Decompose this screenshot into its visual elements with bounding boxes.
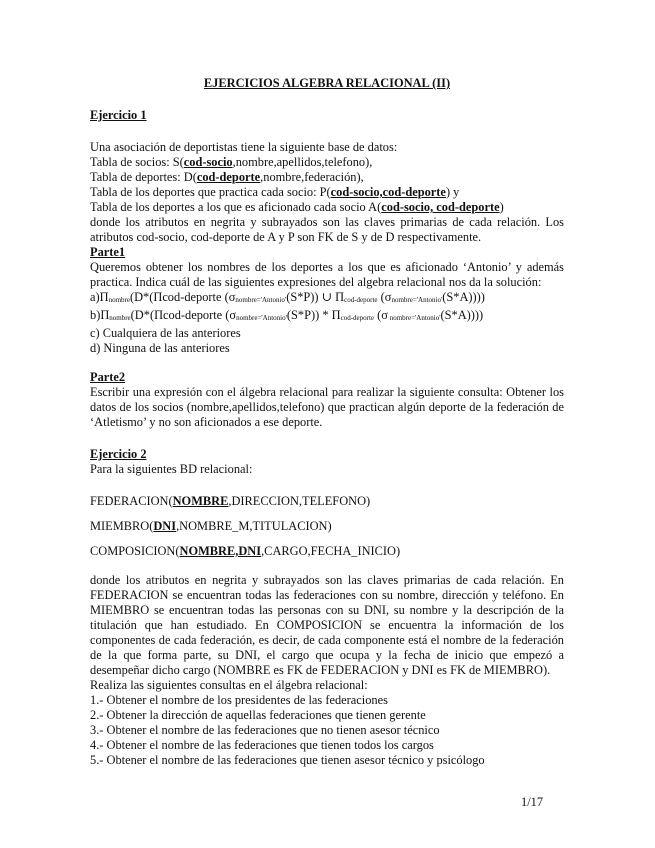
option-a: a)Πnombre(D*(Πcod-deporte (σnombre='Antonio'(S*P)) ∪ Πcod-deporte (σnombre='Antonio'(S*A)))): [90, 290, 485, 304]
relation-federacion: FEDERACION(NOMBRE,DIRECCION,TELEFONO): [90, 494, 371, 508]
page-title: EJERCICIOS ALGEBRA RELACIONAL (II): [203, 76, 451, 90]
document-body: [90, 76, 564, 768]
query-4: 4.- Obtener el nombre de las federaciones que tienen todos los cargos: [90, 738, 434, 752]
query-1: 1.- Obtener el nombre de los presidentes de las federaciones: [90, 693, 388, 707]
ej2-description: donde los atributos en negrita y subrayados son las claves primarias de cada relación. En FEDERACION se encuentran todas las federaciones con su nombre, dirección y teléfono. En MIEMBRO se encuentran todas las personas con su DNI, su nombre y la descripción de la titulación que han estudiado. En COMPOSICION se encuentra la información de los componentes de cada federación, es decir, de cada componente está el nombre de la federación de la que forma parte, su DNI, el cargo que ocupa y la fecha de inicio que empezó a desempeñar dicho cargo (NOMBRE es FK de FEDERACION y DNI es FK de MIEMBRO).: [90, 573, 564, 677]
option-d: d) Ninguna de las anteriores: [90, 341, 230, 355]
parte1-heading: Parte1: [90, 245, 126, 259]
relation-composicion: COMPOSICION(NOMBRE,DNI,CARGO,FECHA_INICIO): [90, 544, 401, 558]
relation-miembro: MIEMBRO(DNI,NOMBRE_M,TITULACION): [90, 519, 332, 533]
queries-intro: Realiza las siguientes consultas en el álgebra relacional:: [90, 678, 368, 692]
option-b: b)Πnombre(D*(Πcod-deporte (σnombre='Antonio'(S*P)) * Πcod-deporte (σ nombre='Antonio'(S*A)))): [90, 308, 484, 322]
parte2-text: Escribir una expresión con el álgebra relacional para realizar la siguiente consulta: Obtener los datos de los socios (nombre,apellidos,telefono) que practican algún deporte de la federación de ‘Atletismo’ y no son aficionados a ese deporte.: [90, 385, 564, 429]
ej1-intro: Una asociación de deportistas tiene la siguiente base de datos:: [90, 140, 398, 154]
query-2: 2.- Obtener la dirección de aquellas federaciones que tienen gerente: [90, 708, 426, 722]
query-3: 3.- Obtener el nombre de las federaciones que no tienen asesor técnico: [90, 723, 440, 737]
ej1-description: donde los atributos en negrita y subrayados son las claves primarias de cada relación. Los atributos cod-socio, cod-deporte de A y P son FK de S y de D respectivamente.: [90, 215, 564, 244]
ej1-table-practica: Tabla de los deportes que practica cada socio: P(cod-socio,cod-deporte) y: [90, 185, 460, 199]
query-5: 5.- Obtener el nombre de las federaciones que tienen asesor técnico y psicólogo: [90, 753, 485, 767]
ej1-table-aficionado: Tabla de los deportes a los que es aficionado cada socio A(cod-socio, cod-deporte): [90, 200, 504, 214]
parte2-heading: Parte2: [90, 370, 126, 384]
page-number: 1/17: [521, 795, 544, 809]
parte1-text: Queremos obtener los nombres de los deportes a los que es aficionado ‘Antonio’ y además practica. Indica cuál de las siguientes expresiones del algebra relacional nos da la solución:: [90, 260, 564, 289]
option-c: c) Cualquiera de las anteriores: [90, 326, 241, 340]
ejercicio2-heading: Ejercicio 2: [90, 447, 147, 461]
ejercicio1-heading: Ejercicio 1: [90, 108, 147, 122]
ej2-intro: Para la siguientes BD relacional:: [90, 462, 253, 476]
ej1-table-socios: Tabla de socios: S(cod-socio,nombre,apellidos,telefono),: [90, 155, 373, 169]
ej1-table-deportes: Tabla de deportes: D(cod-deporte,nombre,federación),: [90, 170, 364, 184]
